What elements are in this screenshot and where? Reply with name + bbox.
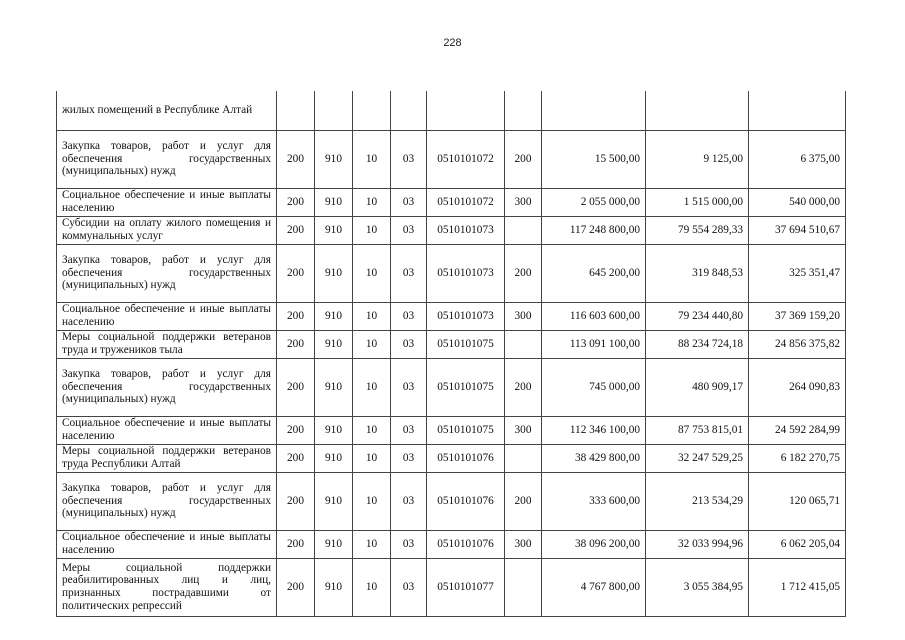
code-cell <box>505 330 542 358</box>
code-cell: 200 <box>505 244 542 302</box>
amount-cell: 3 055 384,95 <box>646 558 749 616</box>
amount-cell: 37 369 159,20 <box>749 302 846 330</box>
code-cell: 200 <box>277 558 315 616</box>
code-cell: 10 <box>353 444 391 472</box>
code-cell <box>505 444 542 472</box>
code-cell <box>505 91 542 130</box>
code-cell <box>505 216 542 244</box>
amount-cell: 32 033 994,96 <box>646 530 749 558</box>
amount-cell: 9 125,00 <box>646 130 749 188</box>
amount-cell: 540 000,00 <box>749 188 846 216</box>
code-cell: 0510101073 <box>427 302 505 330</box>
amount-cell: 38 429 800,00 <box>542 444 646 472</box>
code-cell: 0510101076 <box>427 444 505 472</box>
code-cell <box>427 91 505 130</box>
code-cell: 0510101076 <box>427 530 505 558</box>
code-cell: 03 <box>391 358 427 416</box>
amount-cell: 645 200,00 <box>542 244 646 302</box>
row-name-cell: Социальное обеспечение и иные выплаты населению <box>57 416 277 444</box>
row-name-cell: Закупка товаров, работ и услуг для обеспечения государственных (муниципальных) нужд <box>57 472 277 530</box>
amount-cell <box>542 91 646 130</box>
page-number: 228 <box>443 37 462 49</box>
code-cell: 910 <box>315 530 353 558</box>
code-cell: 03 <box>391 216 427 244</box>
code-cell: 10 <box>353 472 391 530</box>
code-cell <box>505 558 542 616</box>
amount-cell: 333 600,00 <box>542 472 646 530</box>
code-cell: 300 <box>505 416 542 444</box>
code-cell: 910 <box>315 558 353 616</box>
table-row <box>57 188 846 216</box>
code-cell: 0510101073 <box>427 244 505 302</box>
table-row <box>57 530 846 558</box>
code-cell: 10 <box>353 130 391 188</box>
code-cell: 0510101075 <box>427 330 505 358</box>
amount-cell <box>749 91 846 130</box>
code-cell: 910 <box>315 216 353 244</box>
table-row <box>57 330 846 358</box>
row-name-cell: Меры социальной поддержки реабилитированных лиц и лиц, признанных пострадавшими от политических репрессий <box>57 558 277 616</box>
code-cell <box>315 91 353 130</box>
code-cell: 200 <box>505 130 542 188</box>
amount-cell: 116 603 600,00 <box>542 302 646 330</box>
amount-cell: 15 500,00 <box>542 130 646 188</box>
code-cell: 910 <box>315 130 353 188</box>
code-cell: 200 <box>277 330 315 358</box>
code-cell: 200 <box>277 216 315 244</box>
row-name-cell: Субсидии на оплату жилого помещения и коммунальных услуг <box>57 216 277 244</box>
amount-cell: 1 712 415,05 <box>749 558 846 616</box>
code-cell: 200 <box>277 244 315 302</box>
amount-cell: 325 351,47 <box>749 244 846 302</box>
amount-cell: 37 694 510,67 <box>749 216 846 244</box>
row-name-cell: жилых помещений в Республике Алтай <box>57 91 277 130</box>
table-row <box>57 416 846 444</box>
table-row <box>57 244 846 302</box>
code-cell: 0510101073 <box>427 216 505 244</box>
code-cell: 200 <box>277 416 315 444</box>
amount-cell: 24 856 375,82 <box>749 330 846 358</box>
code-cell: 910 <box>315 302 353 330</box>
amount-cell: 6 182 270,75 <box>749 444 846 472</box>
code-cell: 200 <box>277 472 315 530</box>
code-cell: 10 <box>353 558 391 616</box>
amount-cell: 319 848,53 <box>646 244 749 302</box>
amount-cell: 2 055 000,00 <box>542 188 646 216</box>
table-row <box>57 444 846 472</box>
amount-cell: 1 515 000,00 <box>646 188 749 216</box>
amount-cell: 79 234 440,80 <box>646 302 749 330</box>
code-cell: 03 <box>391 302 427 330</box>
code-cell: 0510101072 <box>427 188 505 216</box>
code-cell: 03 <box>391 530 427 558</box>
code-cell: 200 <box>277 358 315 416</box>
code-cell: 10 <box>353 188 391 216</box>
code-cell: 10 <box>353 330 391 358</box>
table-row <box>57 130 846 188</box>
amount-cell <box>646 91 749 130</box>
table-row <box>57 91 846 130</box>
amount-cell: 745 000,00 <box>542 358 646 416</box>
amount-cell: 213 534,29 <box>646 472 749 530</box>
code-cell: 200 <box>277 188 315 216</box>
code-cell <box>353 91 391 130</box>
code-cell: 200 <box>277 530 315 558</box>
table-row <box>57 558 846 616</box>
code-cell: 300 <box>505 302 542 330</box>
code-cell: 200 <box>277 444 315 472</box>
row-name-cell: Меры социальной поддержки ветеранов труда Республики Алтай <box>57 444 277 472</box>
row-name-cell: Социальное обеспечение и иные выплаты населению <box>57 302 277 330</box>
code-cell: 910 <box>315 444 353 472</box>
code-cell: 03 <box>391 558 427 616</box>
code-cell: 910 <box>315 188 353 216</box>
amount-cell: 117 248 800,00 <box>542 216 646 244</box>
amount-cell: 24 592 284,99 <box>749 416 846 444</box>
table-row <box>57 472 846 530</box>
row-name-cell: Меры социальной поддержки ветеранов труда и тружеников тыла <box>57 330 277 358</box>
code-cell: 300 <box>505 530 542 558</box>
code-cell: 200 <box>505 472 542 530</box>
code-cell: 10 <box>353 416 391 444</box>
code-cell: 03 <box>391 472 427 530</box>
code-cell: 10 <box>353 530 391 558</box>
amount-cell: 79 554 289,33 <box>646 216 749 244</box>
amount-cell: 6 062 205,04 <box>749 530 846 558</box>
code-cell: 0510101076 <box>427 472 505 530</box>
row-name-cell: Социальное обеспечение и иные выплаты населению <box>57 188 277 216</box>
code-cell: 10 <box>353 216 391 244</box>
amount-cell: 112 346 100,00 <box>542 416 646 444</box>
code-cell: 910 <box>315 330 353 358</box>
table-body <box>57 91 846 616</box>
code-cell: 910 <box>315 472 353 530</box>
table-row <box>57 358 846 416</box>
row-name-cell: Закупка товаров, работ и услуг для обеспечения государственных (муниципальных) нужд <box>57 358 277 416</box>
code-cell: 10 <box>353 302 391 330</box>
code-cell: 910 <box>315 244 353 302</box>
amount-cell: 120 065,71 <box>749 472 846 530</box>
code-cell: 03 <box>391 444 427 472</box>
code-cell: 0510101077 <box>427 558 505 616</box>
code-cell: 03 <box>391 330 427 358</box>
amount-cell: 88 234 724,18 <box>646 330 749 358</box>
code-cell: 300 <box>505 188 542 216</box>
table-row <box>57 216 846 244</box>
code-cell: 10 <box>353 358 391 416</box>
code-cell: 200 <box>277 130 315 188</box>
code-cell: 0510101072 <box>427 130 505 188</box>
code-cell: 03 <box>391 244 427 302</box>
code-cell <box>277 91 315 130</box>
row-name-cell: Социальное обеспечение и иные выплаты населению <box>57 530 277 558</box>
code-cell: 03 <box>391 416 427 444</box>
code-cell: 03 <box>391 130 427 188</box>
code-cell: 03 <box>391 188 427 216</box>
amount-cell: 113 091 100,00 <box>542 330 646 358</box>
code-cell: 200 <box>277 302 315 330</box>
amount-cell: 4 767 800,00 <box>542 558 646 616</box>
code-cell: 0510101075 <box>427 416 505 444</box>
code-cell: 200 <box>505 358 542 416</box>
code-cell: 0510101075 <box>427 358 505 416</box>
amount-cell: 480 909,17 <box>646 358 749 416</box>
amount-cell: 87 753 815,01 <box>646 416 749 444</box>
code-cell: 10 <box>353 244 391 302</box>
amount-cell: 6 375,00 <box>749 130 846 188</box>
table-row <box>57 302 846 330</box>
code-cell <box>391 91 427 130</box>
amount-cell: 264 090,83 <box>749 358 846 416</box>
row-name-cell: Закупка товаров, работ и услуг для обеспечения государственных (муниципальных) нужд <box>57 244 277 302</box>
amount-cell: 38 096 200,00 <box>542 530 646 558</box>
code-cell: 910 <box>315 416 353 444</box>
code-cell: 910 <box>315 358 353 416</box>
budget-table <box>56 91 846 617</box>
amount-cell: 32 247 529,25 <box>646 444 749 472</box>
row-name-cell: Закупка товаров, работ и услуг для обеспечения государственных (муниципальных) нужд <box>57 130 277 188</box>
